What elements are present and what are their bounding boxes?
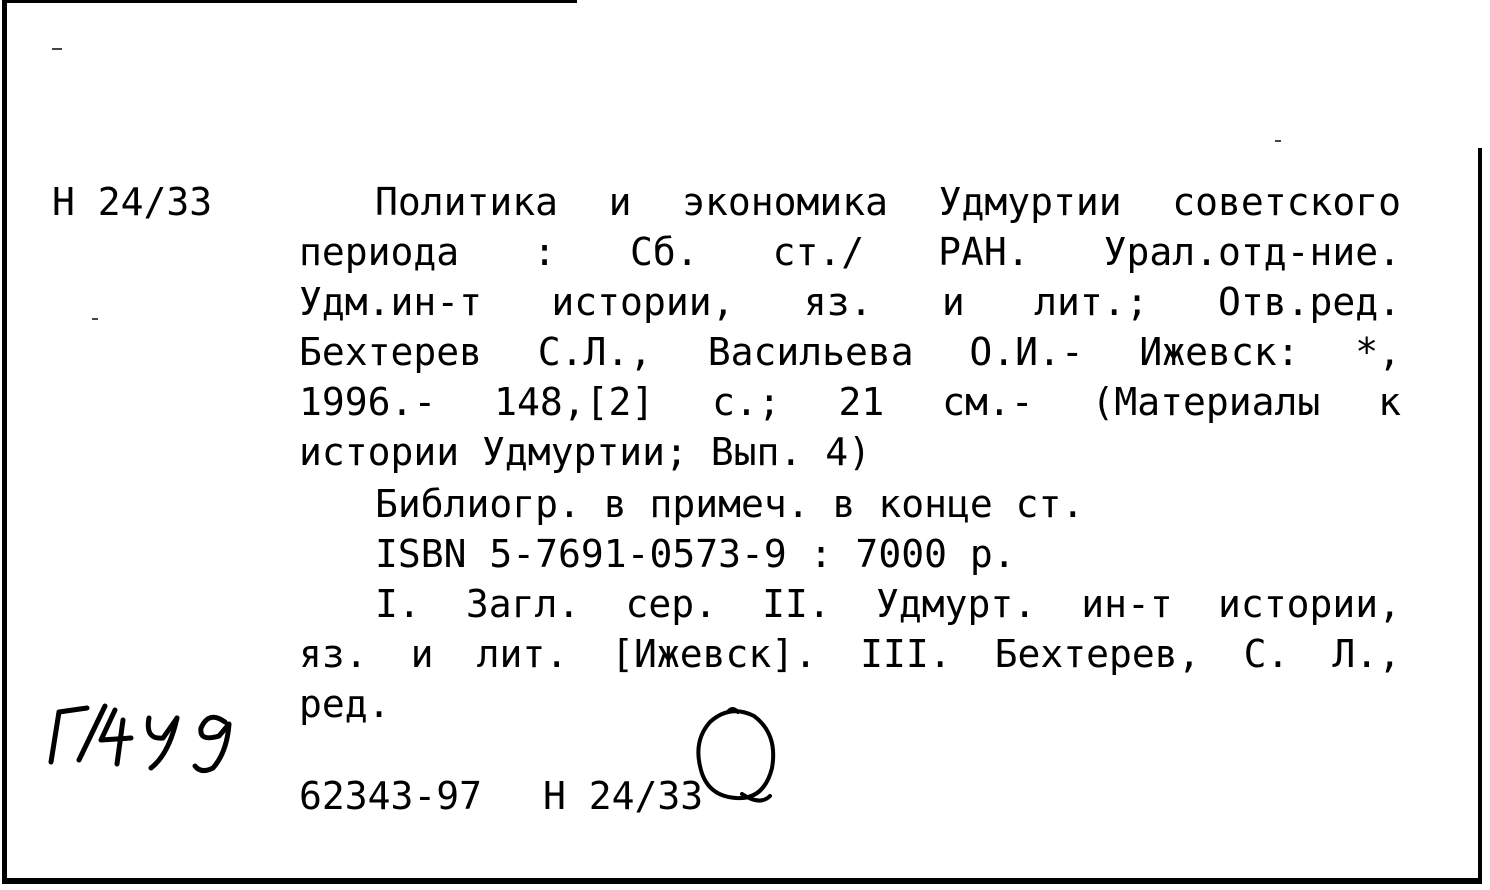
inventory-shelf-mark: Н 24/33	[543, 774, 704, 818]
card-corner-notch	[1474, 0, 1482, 148]
tracing-line: яз. и лит. [Ижевск]. III. Бехтерев, С. Л.,	[299, 632, 1401, 676]
card-top-edge	[7, 0, 577, 3]
bibliography-note: Библиогр. в примеч. в конце ст.	[375, 482, 1085, 526]
catalog-card	[2, 0, 1482, 884]
title-line: Политика и экономика Удмуртии советского	[375, 180, 1401, 224]
handwritten-code	[39, 690, 249, 780]
description-line: периода : Сб. ст./ РАН. Урал.отд-ние.	[299, 230, 1401, 274]
tracing-line: I. Загл. сер. II. Удмурт. ин-т истории,	[375, 582, 1401, 626]
speck-mark	[52, 48, 62, 50]
description-line: Бехтерев С.Л., Васильева О.И.- Ижевск: *,	[299, 330, 1401, 374]
tracing-line: ред.	[299, 682, 391, 726]
speck-mark	[92, 318, 98, 320]
description-line: Удм.ин-т истории, яз. и лит.; Отв.ред.	[299, 280, 1401, 324]
inventory-number: 62343-97	[299, 774, 483, 818]
speck-mark	[1275, 140, 1281, 142]
shelf-mark: Н 24/33	[52, 180, 213, 224]
description-line: 1996.- 148,[2] с.; 21 см.- (Материалы к	[299, 380, 1401, 424]
description-line: истории Удмуртии; Вып. 4)	[299, 430, 871, 474]
isbn-price: ISBN 5-7691-0573-9 : 7000 р.	[375, 532, 1016, 576]
